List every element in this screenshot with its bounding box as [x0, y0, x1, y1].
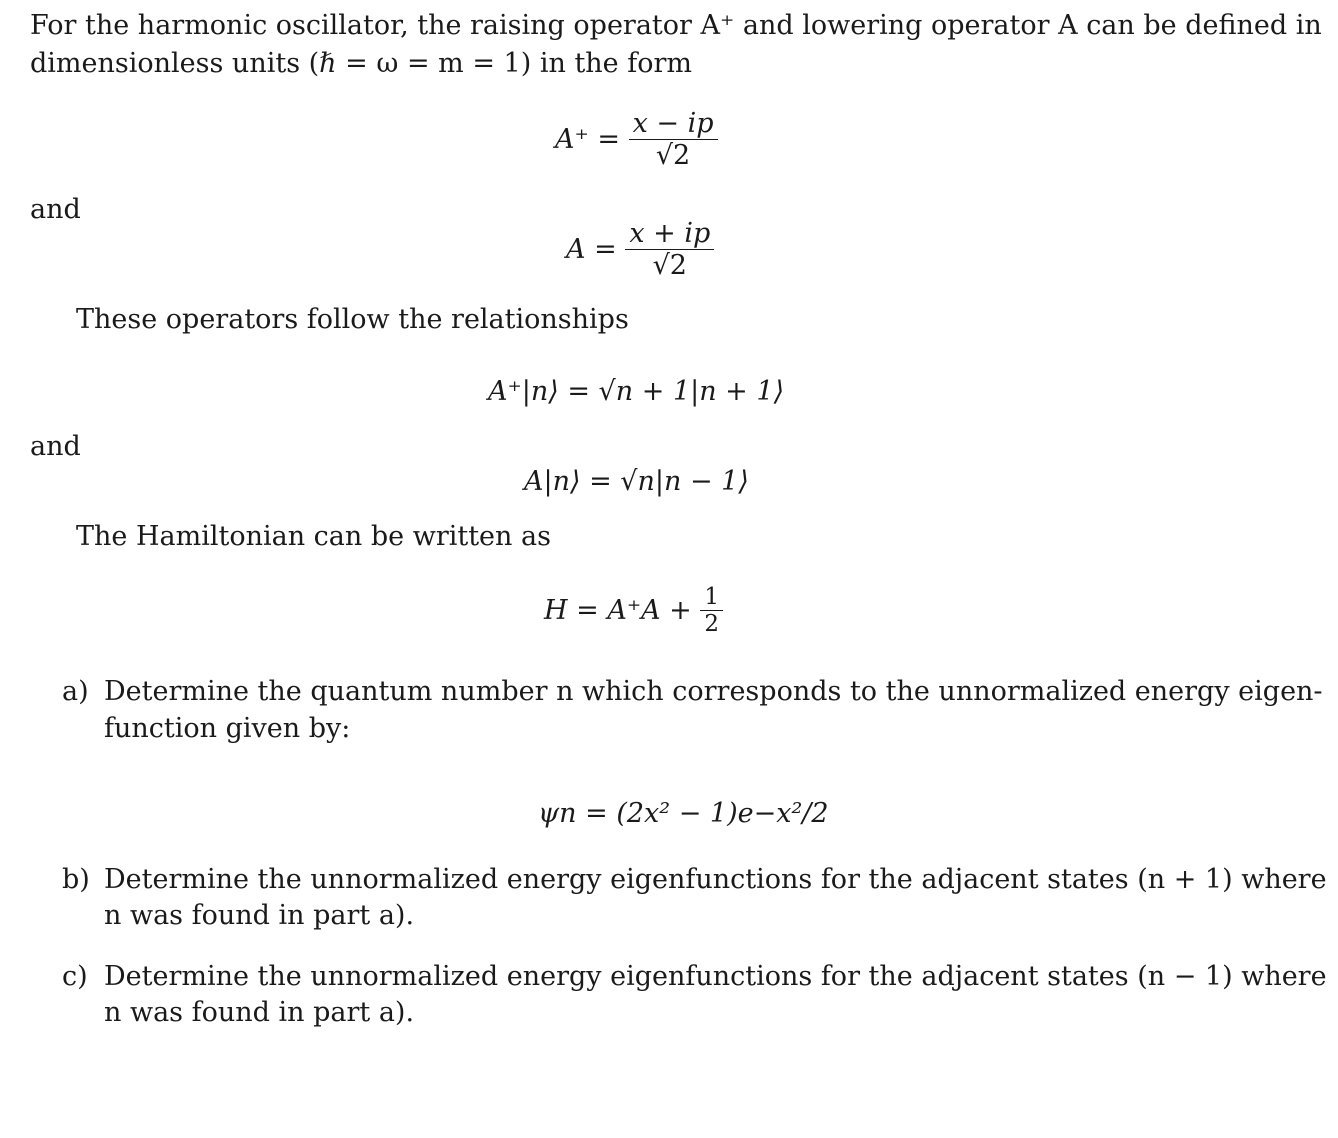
hamiltonian-denominator: 2	[700, 610, 723, 637]
hamiltonian-text: The Hamiltonian can be written as	[76, 521, 551, 552]
part-c-label: c)	[62, 961, 88, 992]
hamiltonian-numerator: 1	[704, 584, 720, 610]
and-connector-2: and	[30, 431, 81, 462]
lowering-operator-equation	[566, 218, 714, 281]
raising-operator-equation	[555, 108, 718, 171]
hamiltonian-fraction	[700, 584, 723, 637]
part-a-line-1: Determine the quantum number n which corresponds to the unnormalized energy eigen-	[104, 676, 1323, 707]
raising-relationship-equation: A⁺|n⟩ = √n + 1|n + 1⟩	[488, 376, 785, 407]
hamiltonian-equation	[544, 584, 723, 637]
raising-operator-denominator: √2	[629, 139, 718, 171]
part-b-label: b)	[62, 864, 90, 895]
lowering-operator-lhs: A =	[566, 234, 617, 265]
hamiltonian-lhs: H = A⁺A +	[544, 595, 692, 626]
raising-operator-fraction	[629, 108, 718, 171]
part-a-line-2: function given by:	[104, 713, 351, 744]
intro-line-2: dimensionless units (ℏ = ω = m = 1) in the form	[30, 48, 693, 79]
part-c-line-1: Determine the unnormalized energy eigenfunctions for the adjacent states (n − 1) where	[104, 961, 1327, 992]
and-connector-1: and	[30, 194, 81, 225]
part-a-label: a)	[62, 676, 89, 707]
relationships-text: These operators follow the relationships	[76, 304, 629, 335]
wavefunction-equation: ψn = (2x² − 1)e−x²/2	[538, 798, 829, 829]
part-b-line-1: Determine the unnormalized energy eigenfunctions for the adjacent states (n + 1) where	[104, 864, 1327, 895]
lowering-operator-fraction	[625, 218, 714, 281]
raising-operator-lhs: A⁺ =	[555, 124, 620, 155]
part-b-line-2: n was found in part a).	[104, 900, 415, 931]
lowering-operator-numerator: x + ip	[629, 218, 711, 249]
intro-line-1: For the harmonic oscillator, the raising operator A⁺ and lowering operator A can be defined in	[30, 10, 1322, 41]
raising-operator-numerator: x − ip	[632, 108, 714, 139]
lowering-relationship-equation: A|n⟩ = √n|n − 1⟩	[524, 466, 749, 497]
lowering-operator-denominator: √2	[625, 249, 714, 281]
part-c-line-2: n was found in part a).	[104, 997, 415, 1028]
